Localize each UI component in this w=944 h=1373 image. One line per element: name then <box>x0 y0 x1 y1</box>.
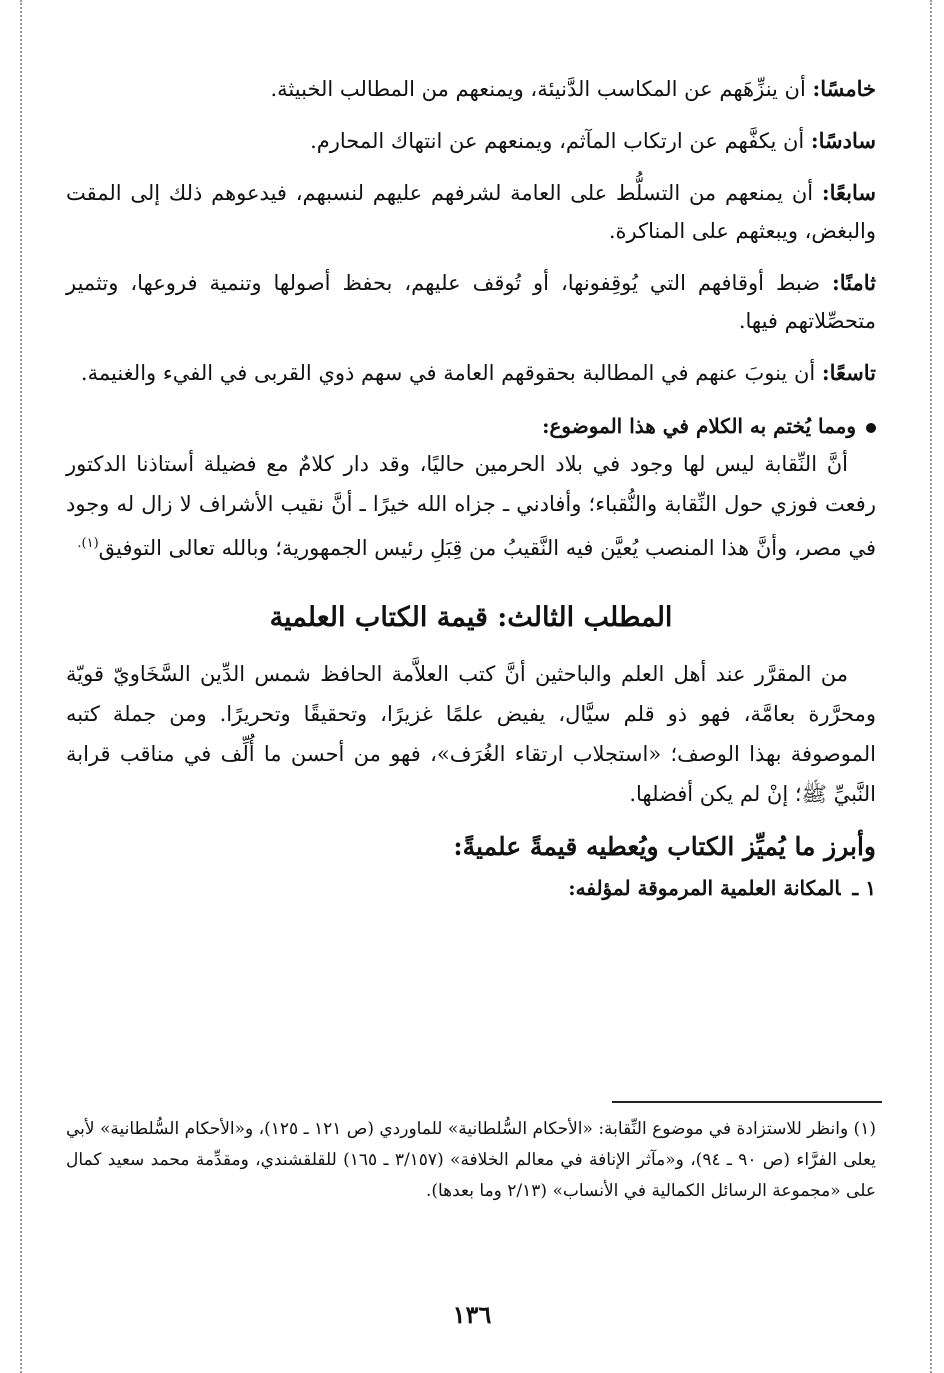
section-paragraph: من المقرَّر عند أهل العلم والباحثين أنَّ كتب العلاَّمة الحافظ شمس الدِّين السَّخَاويّ قويّة ومحرَّرة بعامَّة، فهو ذو قلم سيَّال، يفيض علمًا غزيرًا، وتحقيقًا وتحريرًا. ومن جملة كتبه الموصوفة بهذا الوصف؛ «استجلاب ارتقاء الغُرَف»، فهو من أحسن ما أُلِّف في مناقب قرابة النَّبيِّ ﷺ؛ إنْ لم يكن أفضلها. <box>66 662 876 806</box>
list-item <box>66 174 876 250</box>
numbered-point <box>66 870 876 906</box>
footnote-ref: (١). <box>77 536 99 551</box>
item-lead: سادسًا: <box>810 128 876 153</box>
scan-edge-right <box>930 0 932 1373</box>
item-text: أن ينوبَ عنهم في المطالبة بحقوقهم العامة في سهم ذوي القربى في الفيء والغنيمة. <box>80 361 822 385</box>
scan-edge-left <box>20 0 22 1373</box>
footnote: (١) وانظر للاستزادة في موضوع النِّقابة: «الأحكام السُّلطانية» للماوردي (ص ١٢١ ـ ١٢٥)، و«الأحكام السُّلطانية» لأبي يعلى الفرَّاء (ص ٩٠ ـ ٩٤)، و«مآثر الإنافة في معالم الخلافة» (٣/١٥٧ ـ ١٦٥) للقلقشندي، ومقدِّمة محمد سعيد كمال على «مجموعة الرسائل الكمالية في الأنساب» (٢/١٣ وما بعدها). <box>66 1119 876 1201</box>
footnote-divider <box>612 1101 882 1103</box>
numbered-point-text: المكانة العلمية المرموقة لمؤلفه: <box>568 876 841 900</box>
bullet-dot-icon <box>866 423 876 433</box>
section-title: المطلب الثالث: قيمة الكتاب العلمية <box>269 602 673 633</box>
section-subtitle: وأبرز ما يُميِّز الكتاب ويُعطيه قيمةً علميةً: <box>453 832 876 861</box>
page-body <box>66 70 876 906</box>
closing-paragraph <box>66 444 876 568</box>
footnotes <box>66 1114 876 1207</box>
list-item <box>66 122 876 160</box>
item-lead: ثامنًا: <box>832 270 876 295</box>
item-text: أن يمنعهم من التسلُّط على العامة لشرفهم عليهم لنسبهم، فيدعوهم ذلك إلى المقت والبغض، ويبعثهم على المناكرة. <box>66 181 876 243</box>
closing-paragraph-text: أنَّ النِّقابة ليس لها وجود في بلاد الحرمين حاليًا، وقد دار كلامٌ مع فضيلة أستاذنا الدكتور رفعت فوزي حول النِّقابة والنُّقباء؛ وأفادني ـ جزاه الله خيرًا ـ أنَّ نقيب الأشراف لا زال له وجود في مصر، وأنَّ هذا المنصب يُعيَّن فيه النَّقيبُ من قِبَلِ رئيس الجمهورية؛ وبالله تعالى التوفيق <box>66 452 876 560</box>
item-text: ضبط أوقافهم التي يُوقِفونها، أو تُوقف عليهم، بحفظ أصولها وتنمية فروعها، وتثمير متحصِّلاتهم فيها. <box>66 271 876 333</box>
numbered-point-number: ١ ـ <box>852 876 876 900</box>
item-text: أن ينزِّهَهم عن المكاسب الدَّنيئة، ويمنعهم من المطالب الخبيثة. <box>270 77 813 101</box>
item-lead: خامسًا: <box>812 76 876 101</box>
list-item <box>66 354 876 392</box>
item-lead: تاسعًا: <box>821 360 876 385</box>
closing-heading <box>66 408 876 444</box>
list-item <box>66 70 876 108</box>
item-text: أن يكفَّهم عن ارتكاب المآثم، ويمنعهم عن انتهاك المحارم. <box>310 129 811 153</box>
page-number: ١٣٦ <box>452 1300 492 1329</box>
list-item <box>66 264 876 340</box>
item-lead: سابعًا: <box>821 180 876 205</box>
closing-heading-text: ومما يُختم به الكلام في هذا الموضوع: <box>542 414 856 438</box>
